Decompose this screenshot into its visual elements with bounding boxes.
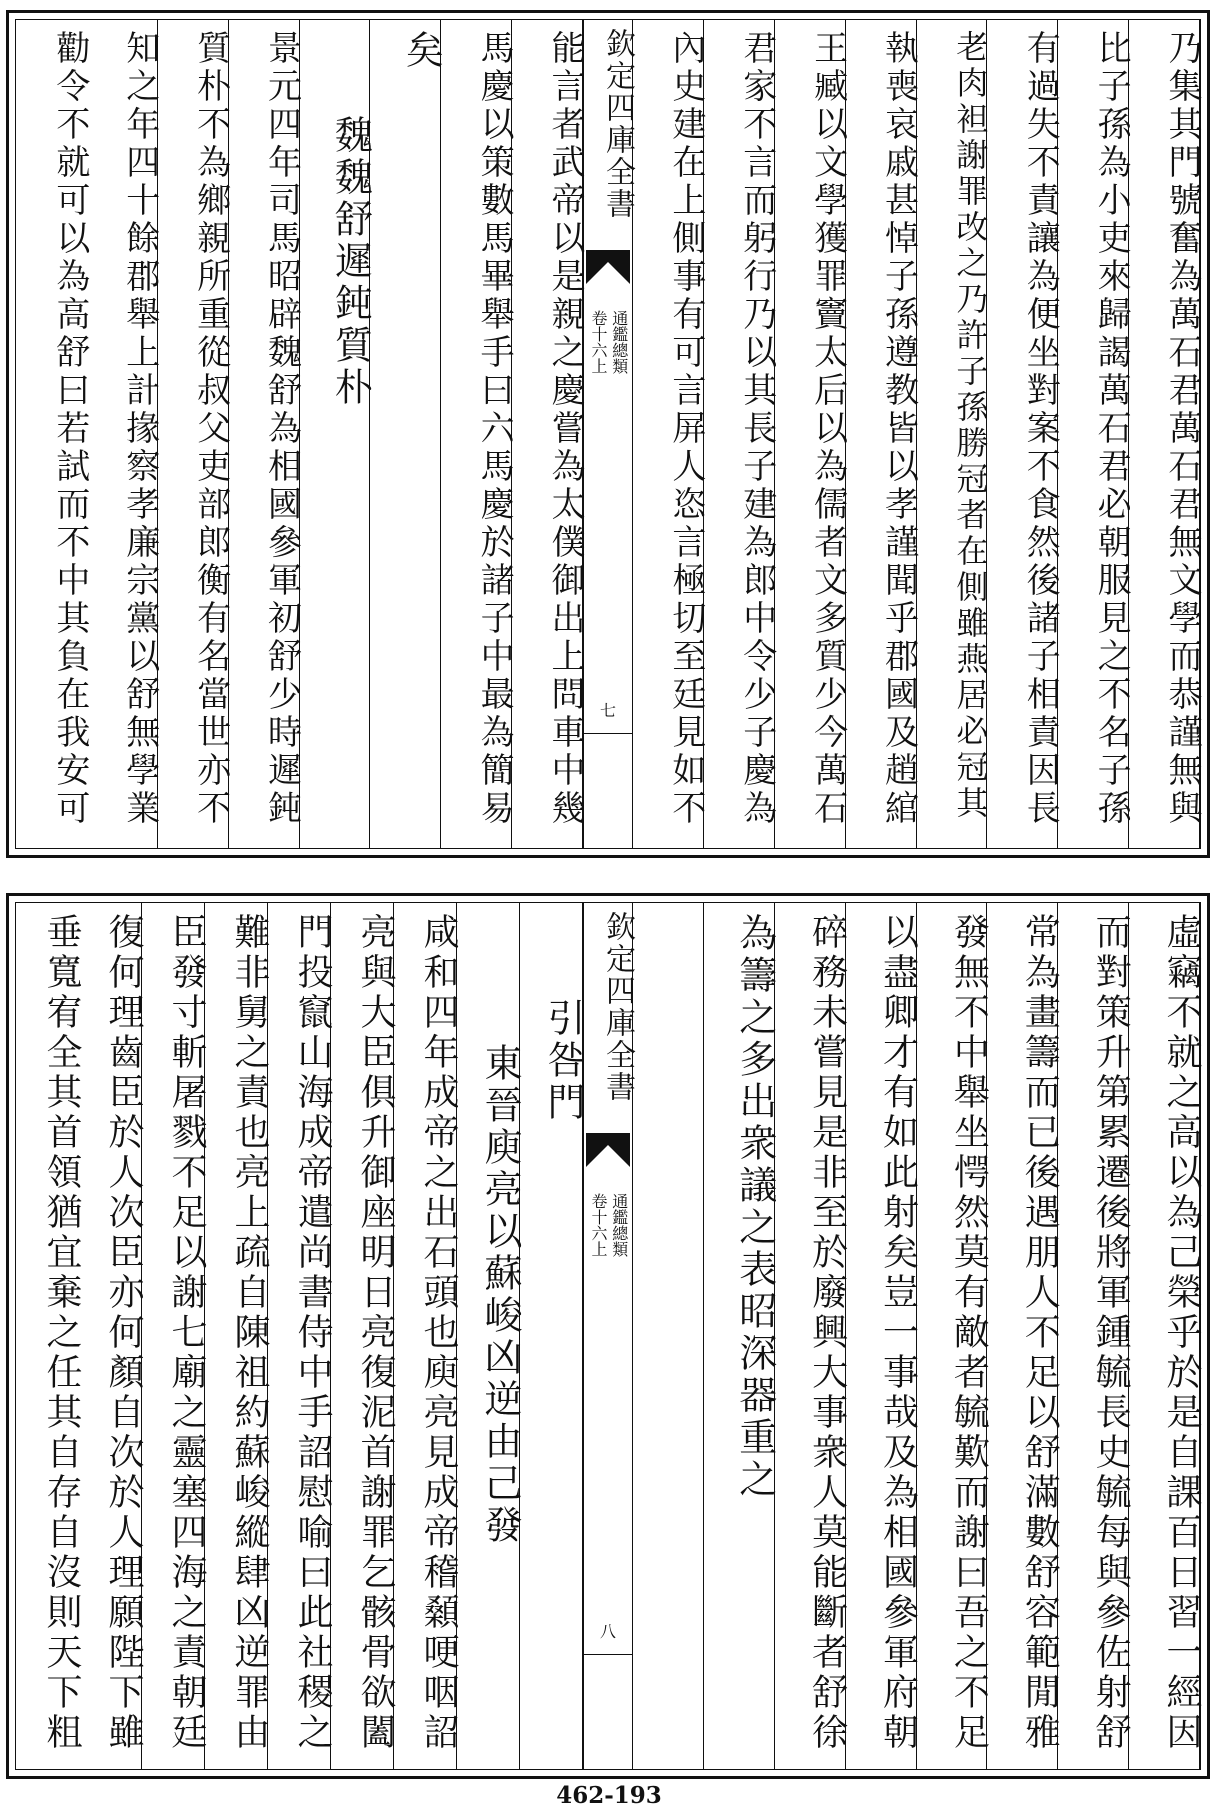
- section-heading-column: [520, 903, 583, 1769]
- text-column: [331, 903, 394, 1769]
- page-footer-number: 462-193: [556, 1782, 662, 1809]
- column-text: 乃集其門號奮為萬石君萬石君無文學而恭謹無與: [1162, 30, 1202, 828]
- column-text: 咸和四年成帝之出石頭也庾亮見成帝稽顙哽咽詔: [418, 913, 459, 1753]
- column-text: 勸令不就可以為高舒曰若試而不中其負在我安可: [49, 30, 90, 828]
- text-column: [16, 903, 82, 1769]
- column-text: 垂寬宥全其首領猶宜棄之任其自存自沒則天下粗: [41, 913, 82, 1753]
- column-text: 能言者武帝以是親之慶嘗為太僕御出上問車中幾: [545, 30, 585, 828]
- text-column: [79, 903, 142, 1769]
- column-text: 有過失不責讓為便坐對案不食然後諸子相責因長: [1020, 30, 1061, 828]
- text-column: [987, 20, 1061, 848]
- fishtail-mark-icon: [586, 1133, 630, 1167]
- text-column: [987, 903, 1061, 1769]
- column-text: 執喪哀戚甚悼子孫遵教皆以孝謹聞乎郡國及趙綰: [878, 30, 919, 828]
- column-text: 知之年四十餘郡舉上計掾察孝廉宗黨以舒無學業: [119, 30, 160, 828]
- column-text: 而對策升第累遷後將軍鍾毓長史毓每與參佐射舒: [1090, 913, 1132, 1753]
- text-column: [16, 20, 90, 848]
- text-column: [633, 903, 704, 1769]
- text-column: [633, 20, 704, 848]
- text-column: [142, 903, 205, 1769]
- text-column: [229, 20, 300, 848]
- text-column: [846, 20, 917, 848]
- column-text: 虛竊不就之高以為己榮乎於是自課百日習一經因: [1161, 913, 1202, 1753]
- text-column: [370, 20, 444, 848]
- center-fold-strip: [583, 20, 633, 848]
- volume-label-part: 通鑑總類: [609, 1193, 629, 1257]
- text-column: [1129, 20, 1200, 848]
- text-column: [1058, 20, 1132, 848]
- text-column: [441, 20, 515, 848]
- column-text: 為籌之多出衆議之表昭深器重之: [732, 913, 777, 1501]
- column-text: 引咎門: [541, 998, 585, 1124]
- text-column: [917, 20, 988, 848]
- text-column: [1058, 903, 1132, 1769]
- upper-page: [6, 10, 1210, 858]
- leaf-rule: [584, 1654, 632, 1655]
- text-column: [158, 20, 229, 848]
- volume-label-part: 通鑑總類: [609, 310, 629, 374]
- column-text: 亮與大臣俱升御座明日亮復泥首謝罪乞骸骨欲闔: [355, 913, 396, 1753]
- volume-label: [584, 1193, 632, 1257]
- column-text: 比子孫為小吏來歸謁萬石君必朝服見之不名子孫: [1091, 30, 1132, 828]
- fishtail-mark-icon: [586, 250, 630, 284]
- text-column: [268, 903, 331, 1769]
- volume-label: [584, 310, 632, 374]
- column-text: 常為畫籌而已後遇朋人不足以舒滿數舒容範閒雅: [1019, 913, 1061, 1753]
- center-fold-strip: [583, 903, 633, 1769]
- text-column: [704, 903, 775, 1769]
- column-text: 復何理齒臣於人次臣亦何顏自次於人理願陛下雖: [103, 913, 144, 1753]
- lower-page: [6, 893, 1210, 1779]
- text-column: [394, 903, 457, 1769]
- text-column: [775, 20, 846, 848]
- column-text: 魏魏舒遲鈍質朴: [328, 115, 373, 409]
- text-column: [1129, 903, 1200, 1769]
- text-column: [846, 903, 917, 1769]
- column-text: 門投竄山海成帝遣尚書侍中手詔慰喻曰此社稷之: [292, 913, 333, 1753]
- text-column: [87, 20, 158, 848]
- column-text: 東晉庾亮以蘇峻凶逆由己發: [478, 1043, 522, 1547]
- text-column: [704, 20, 775, 848]
- column-text: 碎務未嘗見是非至於廢興大事衆人莫能斷者舒徐: [806, 913, 848, 1753]
- text-column: [512, 20, 583, 848]
- lower-page-frame: [15, 902, 1201, 1770]
- running-title: 欽定四庫全書: [600, 28, 635, 220]
- column-text: 難非舅之責也亮上疏自陳祖約蘇峻縱肆凶逆罪由: [229, 913, 270, 1753]
- column-text: 景元四年司馬昭辟魏舒為相國參軍初舒少時遲鈍: [261, 30, 302, 828]
- column-text: 馬慶以策數馬畢舉手曰六馬慶於諸子中最為簡易: [474, 30, 515, 828]
- subheading-column: [457, 903, 520, 1769]
- leaf-number: 八: [599, 1622, 616, 1641]
- running-title: 欽定四庫全書: [600, 911, 635, 1103]
- leaf-rule: [584, 733, 632, 734]
- column-text: 矣: [399, 30, 444, 72]
- volume-label-part: 卷十六上: [589, 1193, 608, 1257]
- column-text: 質朴不為鄉親所重從叔父吏部郎衡有名當世亦不: [190, 30, 231, 828]
- column-text: 君家不言而躬行乃以其長子建為郎中令少子慶為: [736, 30, 777, 828]
- column-text: 臣發寸斬屠戮不足以謝七廟之靈塞四海之責朝廷: [166, 913, 207, 1753]
- volume-label-part: 卷十六上: [589, 310, 608, 374]
- text-column: [775, 903, 846, 1769]
- column-text: 發無不中舉坐愕然莫有敵者毓歎而謝曰吾之不足: [948, 913, 990, 1753]
- text-column: [205, 903, 268, 1769]
- column-text: 老肉袒謝罪改之乃許子孫勝冠者在側雖燕居必冠其: [951, 30, 990, 822]
- section-heading-column: [300, 20, 371, 848]
- column-text: 以盡卿才有如此射矣豈一事哉及為相國參軍府朝: [877, 913, 919, 1753]
- leaf-number: 七: [599, 701, 616, 720]
- column-text: 內史建在上側事有可言屏人恣言極切至廷見如不: [665, 30, 706, 828]
- upper-page-frame: [15, 19, 1201, 849]
- column-text: 王臧以文學獲罪竇太后以為儒者文多質少今萬石: [807, 30, 848, 828]
- text-column: [917, 903, 988, 1769]
